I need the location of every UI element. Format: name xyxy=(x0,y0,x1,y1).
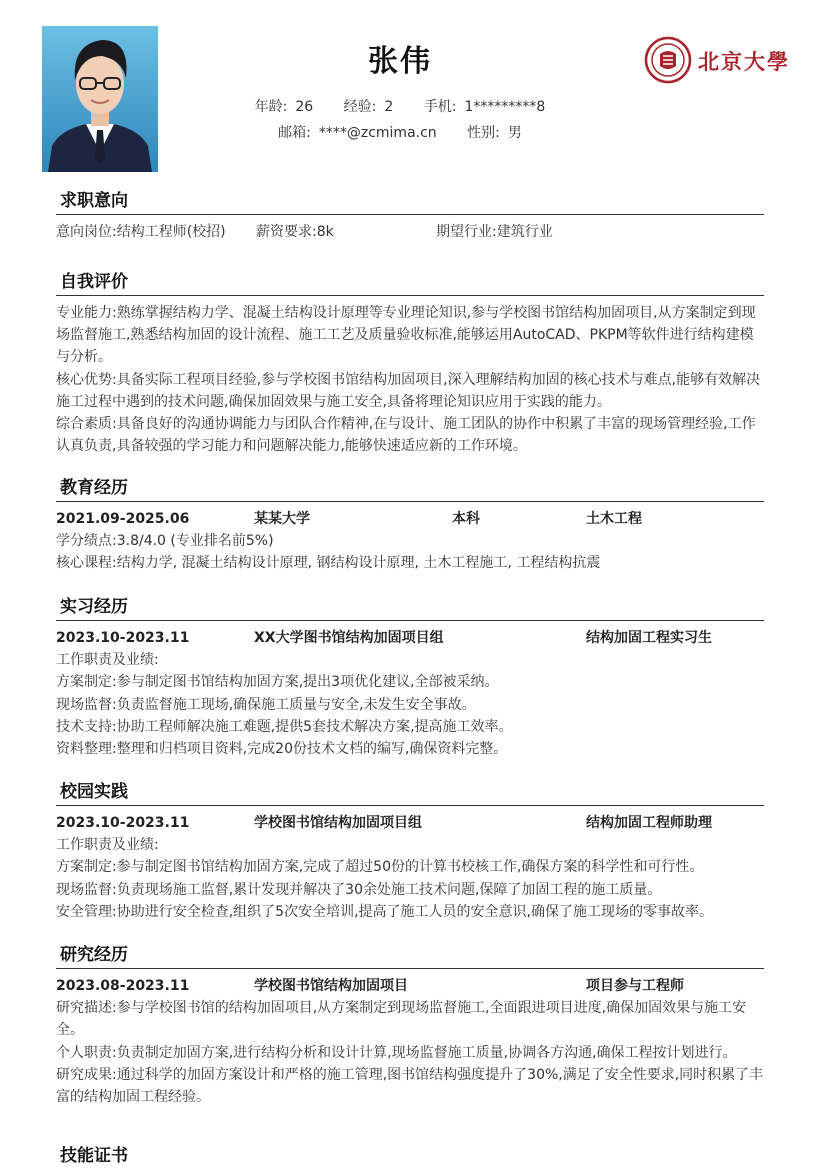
section-internship xyxy=(56,594,764,760)
internship-entry-header xyxy=(56,627,764,649)
internship-line: 技术支持:协助工程师解决施工难题,提供5套技术解决方案,提高施工效率。 xyxy=(56,718,513,735)
internship-line: 工作职责及业绩: xyxy=(56,652,159,669)
internship-period: 2023.10-2023.11 xyxy=(56,630,190,646)
education-degree: 本科 xyxy=(452,511,480,527)
university-logo xyxy=(644,36,794,84)
education-line: 核心课程:结构力学, 混凝土结构设计原理, 钢结构设计原理, 土木工程施工, 工程结构抗震 xyxy=(56,555,601,572)
campus-entry-header xyxy=(56,812,764,834)
phone-value: 1*********8 xyxy=(464,99,546,115)
experience-item: 经验: 2 xyxy=(343,99,394,115)
research-role: 项目参与工程师 xyxy=(586,978,684,994)
gender-item: 性别: 男 xyxy=(467,125,522,141)
age-item: 年龄: 26 xyxy=(254,99,314,115)
campus-line: 方案制定:参与制定图书馆结构加固方案,完成了超过50份的计算书校核工作,确保方案的科学性和可行性。 xyxy=(56,859,704,876)
section-title: 校园实践 xyxy=(56,779,764,806)
internship-org: XX大学图书馆结构加固项目组 xyxy=(254,630,444,646)
section-education xyxy=(56,475,764,575)
university-seal-icon xyxy=(644,36,692,84)
experience-value: 2 xyxy=(384,99,394,115)
research-project: 学校图书馆结构加固项目 xyxy=(254,978,408,994)
section-research xyxy=(56,942,764,1108)
section-self-evaluation xyxy=(56,269,764,457)
campus-line: 安全管理:协助进行安全检查,组织了5次安全培训,提高了施工人员的安全意识,确保了施工现场的零事故率。 xyxy=(56,903,713,920)
page-title: 张伟 xyxy=(368,44,432,79)
basic-info-row-1 xyxy=(0,96,800,116)
section-title: 技能证书 xyxy=(60,1146,128,1166)
campus-line: 现场监督:负责现场施工监督,累计发现并解决了30余处施工技术问题,保障了加固工程的施工质量。 xyxy=(56,881,662,898)
education-school: 某某大学 xyxy=(254,511,310,527)
section-title: 自我评价 xyxy=(56,269,764,296)
phone-item: 手机: 1*********8 xyxy=(423,99,546,115)
section-intent xyxy=(56,188,764,243)
research-line: 研究描述:参与学校图书馆的结构加固项目,从方案制定到现场监督施工,全面跟进项目进度,确保加固效果与施工安全。 xyxy=(56,1000,747,1039)
intent-industry: 期望行业:建筑行业 xyxy=(436,224,553,240)
internship-role: 结构加固工程实习生 xyxy=(586,630,712,646)
section-skills xyxy=(56,1143,764,1169)
education-major: 土木工程 xyxy=(586,511,642,527)
basic-info-row-2 xyxy=(0,122,800,142)
email-item: 邮箱: ****@zcmima.cn xyxy=(278,125,437,141)
intent-position: 意向岗位:结构工程师(校招) xyxy=(56,224,226,240)
research-entry-header xyxy=(56,975,764,997)
campus-period: 2023.10-2023.11 xyxy=(56,815,190,831)
research-period: 2023.08-2023.11 xyxy=(56,978,190,994)
section-title: 教育经历 xyxy=(56,475,764,502)
internship-line: 现场监督:负责监督施工现场,确保施工质量与安全,未发生安全事故。 xyxy=(56,696,476,713)
self-eval-paragraph: 核心优势:具备实际工程项目经验,参与学校图书馆结构加固项目,深入理解结构加固的核心技术与难点,能够有效解决施工过程中遇到的技术问题,确保加固效果与施工安全,具备将理论知识应用于实践的能力。 xyxy=(56,371,761,410)
intent-salary: 薪资要求:8k xyxy=(256,224,334,240)
research-line: 研究成果:通过科学的加固方案设计和严格的施工管理,图书馆结构强度提升了30%,满足了安全性要求,同时积累了丰富的结构加固工程经验。 xyxy=(56,1066,764,1106)
self-eval-paragraph: 综合素质:具备良好的沟通协调能力与团队合作精神,在与设计、施工团队的协作中积累了丰富的现场管理经验,工作认真负责,具备较强的学习能力和问题解决能力,能够快速适应新的工作环境。 xyxy=(56,416,756,455)
logo-text: 北京大學 xyxy=(698,49,790,74)
education-entry-header xyxy=(56,508,764,530)
section-campus-practice xyxy=(56,779,764,923)
internship-line: 方案制定:参与制定图书馆结构加固方案,提出3项优化建议,全部被采纳。 xyxy=(56,674,499,691)
education-line: 学分绩点:3.8/4.0 (专业排名前5%) xyxy=(56,533,274,550)
section-title: 实习经历 xyxy=(56,594,764,621)
campus-line: 工作职责及业绩: xyxy=(56,837,159,854)
campus-role: 结构加固工程师助理 xyxy=(586,815,712,831)
education-period: 2021.09-2025.06 xyxy=(56,511,190,527)
section-title: 求职意向 xyxy=(56,188,764,215)
email-value: ****@zcmima.cn xyxy=(318,125,437,141)
section-title: 研究经历 xyxy=(56,942,764,969)
age-value: 26 xyxy=(295,99,314,115)
gender-value: 男 xyxy=(507,125,522,141)
research-line: 个人职责:负责制定加固方案,进行结构分析和设计计算,现场监督施工质量,协调各方沟通,确保工程按计划进行。 xyxy=(56,1044,737,1061)
campus-org: 学校图书馆结构加固项目组 xyxy=(254,815,422,831)
self-eval-paragraph: 专业能力:熟练掌握结构力学、混凝土结构设计原理等专业理论知识,参与学校图书馆结构加固项目,从方案制定到现场监督施工,熟悉结构加固的设计流程、施工工艺及质量验收标准,能够运用AutoCAD、PKPM等软件进行结构建模与分析。 xyxy=(56,305,756,366)
internship-line: 资料整理:整理和归档项目资料,完成20份技术文档的编写,确保资料完整。 xyxy=(56,741,508,758)
